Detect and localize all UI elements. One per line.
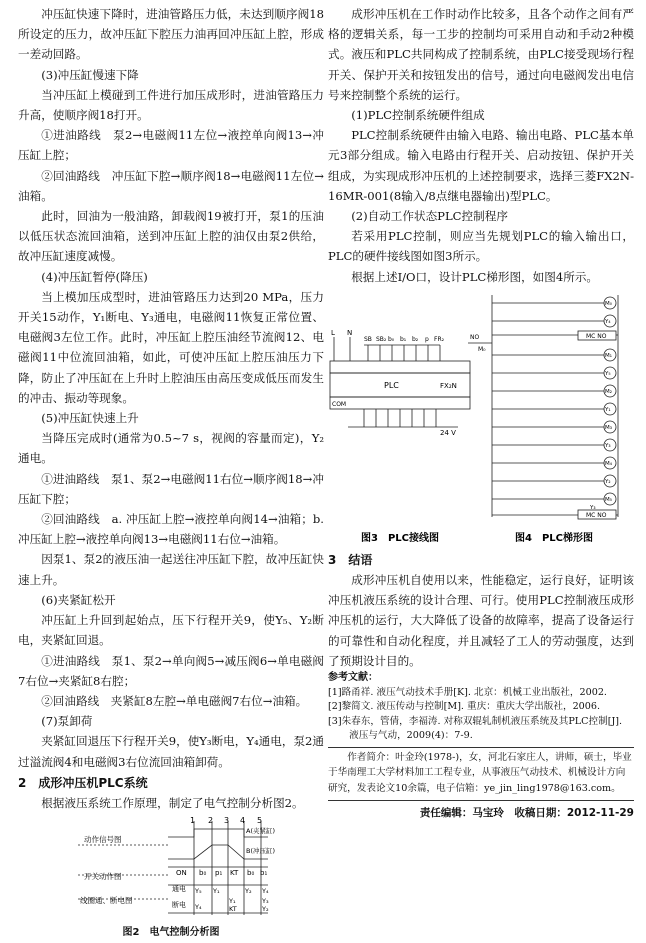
fig3-input-fr2: FR₂: [434, 335, 445, 343]
fig3-model-label: FX₂N: [440, 381, 457, 390]
fig2-coil-on-1: Y₅: [195, 887, 202, 896]
reference-3: [3]朱春东，管倩，李福涛. 对称双辊轧制机液压系统及其PLC控制[J]. 液压与气动，2009(4)：7-9.: [328, 715, 623, 742]
fig2-coil-off-1: Y₄: [195, 903, 202, 912]
fig4-no-label: NO: [470, 333, 480, 341]
section-5-intro: 当降压完成时(通常为0.5~7 s，视阀的容量而定)，Y₂通电。: [18, 431, 324, 466]
section-5-note: 因泵1、泵2的液压油一起送往冲压缸下腔，故冲压缸快速上升。: [18, 552, 324, 587]
figure-2-electrical-analysis: [18, 815, 324, 923]
fig2-coil-off-2: Y₁: [229, 897, 236, 906]
subsection-2-title: (2)自动工作状态PLC控制程序: [351, 209, 508, 224]
section-6-title: (6)夹紧缸松开: [41, 592, 116, 607]
para-control-intro: 成形冲压机在工作时动作比较多，且各个动作之间有严格的逻辑关系，每一工步的控制均可采用自动和手动2种模式。液压和PLC共同构成了控制系统，由PLC接受现场行程开关、保护开关和按钮发出的信号，通过向电磁阀发出电信号来控制整个系统的运行。: [328, 7, 634, 102]
fig4-coil-5: M₂: [605, 388, 612, 395]
fig3-input-b0: b₀: [388, 335, 395, 343]
fig2-col-3: 3: [224, 816, 230, 826]
fig2-on-label: 通电: [172, 885, 186, 894]
fig4-coil-10: Y₂: [605, 478, 611, 485]
fig4-coil-12: Y₃: [590, 504, 596, 511]
section-3-inlet: ①进油路线 泵2→电磁阀11左位→液控单向阀13→冲压缸上腔；: [18, 128, 324, 163]
section-7-title: (7)泵卸荷: [41, 714, 93, 729]
fig3-input-b2: b₂: [412, 335, 419, 343]
fig4-coil-4: Y₅: [605, 370, 611, 377]
fig4-coil-2: Y₄: [605, 318, 611, 325]
fig2-col-4: 4: [240, 816, 246, 826]
fig2-coil-off-4: Y₃: [262, 897, 269, 906]
reference-2: [2]黎简文. 液压传动与控制[M]. 重庆：重庆大学出版社，2006.: [328, 701, 601, 713]
fig4-coil-6: Y₁: [605, 406, 611, 413]
fig4-mc-label: MC NO: [586, 332, 607, 340]
fig2-row-switch: 开关动作图: [84, 872, 122, 882]
fig3-input-b1: b₁: [400, 335, 407, 343]
fig2-coil-on-4: Y₄: [262, 887, 269, 896]
section-3-return: ②回油路线 冲压缸下腔→顺序阀18→电磁阀11左位→油箱。: [18, 168, 324, 203]
fig3-com-label: COM: [332, 400, 347, 408]
figure-2-caption: 图2 电气控制分析图: [122, 927, 220, 939]
section-5-inlet: ①进油路线 泵1、泵2→电磁阀11右位→顺序阀18→冲压缸下腔；: [18, 471, 324, 506]
fig4-coil-3: M₁: [605, 352, 612, 359]
figure-3-caption: 图3 PLC接线图: [361, 532, 439, 544]
fig2-coil-on-2: Y₁: [213, 887, 220, 896]
section-6-inlet: ①进油路线 泵1、泵2→单向阀5→减压阀6→单电磁阀7右位→夹紧缸8右腔；: [18, 653, 324, 688]
editor-footer: 责任编辑：马宝玲 收稿日期：2012-11-29: [328, 800, 634, 823]
fig2-sw-kt: KT: [230, 869, 239, 878]
figure-4-caption: 图4 PLC梯形图: [515, 532, 593, 544]
fig3-plc-label: PLC: [384, 380, 399, 390]
section-6-intro: 冲压缸上升回到起始点，压下行程开关9，使Y₅、Y₂断电，夹紧缸回退。: [18, 613, 324, 648]
fig2-label-b: B(冲压缸): [246, 847, 276, 856]
fig3-input-sb2: SB₂: [376, 335, 387, 343]
fig3-l-label: L: [331, 328, 335, 337]
section-3-intro: 当冲压缸上模碰到工件进行加压成形时，进油管路压力升高，使顺序阀18打开。: [18, 87, 324, 123]
section-4-title: (4)冲压缸暂停(降压): [41, 269, 148, 284]
subsection-1-title: (1)PLC控制系统硬件组成: [351, 108, 485, 123]
author-bio: 作者简介：叶金玲(1978-)，女，河北石家庄人，讲师，硕士，毕业于华南理工大学材料加工工程专业，从事液压气动技术、机械设计方向研究，发表论文10余篇，电子信箱：ye_jin_ling1978@163.com。: [328, 747, 634, 797]
fig3-voltage: 24 V: [440, 428, 456, 437]
section-6-return: ②回油路线 夹紧缸8左腔→单电磁阀7右位→油箱。: [41, 693, 308, 708]
section-3-title: (3)冲压缸慢速下降: [41, 67, 139, 82]
fig4-m0-label: M₀: [478, 345, 486, 353]
fig2-sw-p1: p₁: [215, 869, 223, 878]
heading-conclusion: 3 结语: [328, 552, 373, 567]
section-4-body: 当上模加压成型时，进油管路压力达到20 MPa，压力开关15动作，Y₁断电、Y₃通电，电磁阀11恢复正常位置、电磁阀3左位工作。此时，冲压缸上腔压油经节流阀12、电磁阀11中位流回油箱，如此，可使冲压缸上腔压油压力下降，防止了冲压缸在上升时上腔油压由高压变成低压而发生的冲击、振动等现象。: [18, 289, 324, 405]
fig4-mcr-label: MC NO: [586, 511, 607, 519]
figure-3-4-diagrams: [328, 291, 634, 549]
references: [328, 671, 634, 744]
conclusion-body: 成形冲压机自使用以来，性能稳定，运行良好，证明该冲压机液压系统的设计合理、可行。使用PLC控制液压成形冲压机的运行，大大降低了设备的故障率，提高了设备运行的可靠性和自动化程度，并且减轻了工人的劳动强度，达到了预期设计目的。: [328, 573, 634, 668]
fig2-label-a: A(夹紧缸): [246, 827, 276, 836]
fig2-col-5: 5: [257, 816, 263, 826]
right-column: [328, 4, 634, 823]
fig2-sw-on: ON: [176, 869, 187, 878]
fig3-input-sb: SB: [364, 335, 372, 343]
fig2-coil-off-3: KT: [229, 905, 237, 914]
references-title: 参考文献：: [328, 672, 378, 684]
fig4-coil-1: M₀: [605, 300, 612, 307]
fig3-input-p: p: [425, 335, 429, 343]
subsection-1-body: PLC控制系统硬件由输入电路、输出电路、PLC基本单元3部分组成。输入电路由行程开关、启动按钮、保护开关组成，为实现成形冲压机的上述控制要求，选择三菱FX2N-16MR-001(8输入/8点继电器输出)型PLC。: [328, 128, 634, 203]
section-5-title: (5)冲压缸快速上升: [41, 411, 139, 426]
fig2-col-2: 2: [208, 816, 214, 826]
section-3-note: 此时，回油为一般油路，卸载阀19被打开，泵1的压油以低压状态流回油箱，送到冲压缸上腔的油仅由泵2供给，故冲压缸速度减慢。: [18, 209, 324, 264]
para-differential-circuit: 冲压缸快速下降时，进油管路压力低，未达到顺序阀18所设定的压力，故冲压缸下腔压力油再回冲压缸上腔，形成一差动回路。: [18, 7, 324, 62]
fig2-row-action: 动作信号图: [84, 835, 122, 845]
subsection-2-body-1: 若采用PLC控制，则应当先规划PLC的输入输出口，PLC的硬件接线图如图3所示。: [328, 229, 634, 264]
heading-plc-system: 2 成形冲压机PLC系统: [18, 775, 148, 790]
fig3-n-label: N: [347, 328, 353, 337]
figure-4-ladder: [468, 295, 618, 519]
section-7-body: 夹紧缸回退压下行程开关9，使Y₃断电，Y₄通电，泵2通过溢流阀4和电磁阀3右位流回油箱卸荷。: [18, 734, 325, 769]
fig2-sw-b0: b₀: [199, 869, 207, 878]
reference-1: [1]路甬祥. 液压气动技术手册[K]. 北京：机械工业出版社，2002.: [328, 686, 607, 698]
section-5-return: ②回油路线 a. 冲压缸上腔→液控单向阀14→油箱；b. 冲压缸上腔→液控单向阀13→电磁阀11右位→油箱。: [18, 512, 324, 547]
fig4-coil-9: M₄: [605, 460, 612, 467]
fig2-sw-b0b: b₀: [247, 869, 255, 878]
fig4-coil-8: Y₃: [605, 442, 611, 449]
fig2-off-label: 断电: [172, 901, 186, 910]
fig4-coil-11: M₅: [605, 496, 612, 503]
fig2-coil-on-3: Y₂: [245, 887, 252, 896]
fig4-coil-7: M₃: [605, 424, 612, 431]
fig2-col-1: 1: [190, 816, 196, 826]
left-column: [18, 4, 324, 943]
fig2-row-coil: 线圈通、断电图: [80, 896, 133, 906]
fig2-coil-off-5: Y₂: [262, 905, 269, 914]
subsection-2-body-2: 根据上述I/O口，设计PLC梯形图，如图4所示。: [351, 269, 599, 284]
para-plc-intro: 根据液压系统工作原理，制定了电气控制分析图2。: [41, 795, 304, 810]
figure-2-diagram: [18, 815, 324, 923]
fig2-sw-b1: b₁: [260, 869, 268, 878]
figures-3-4: [328, 291, 634, 549]
